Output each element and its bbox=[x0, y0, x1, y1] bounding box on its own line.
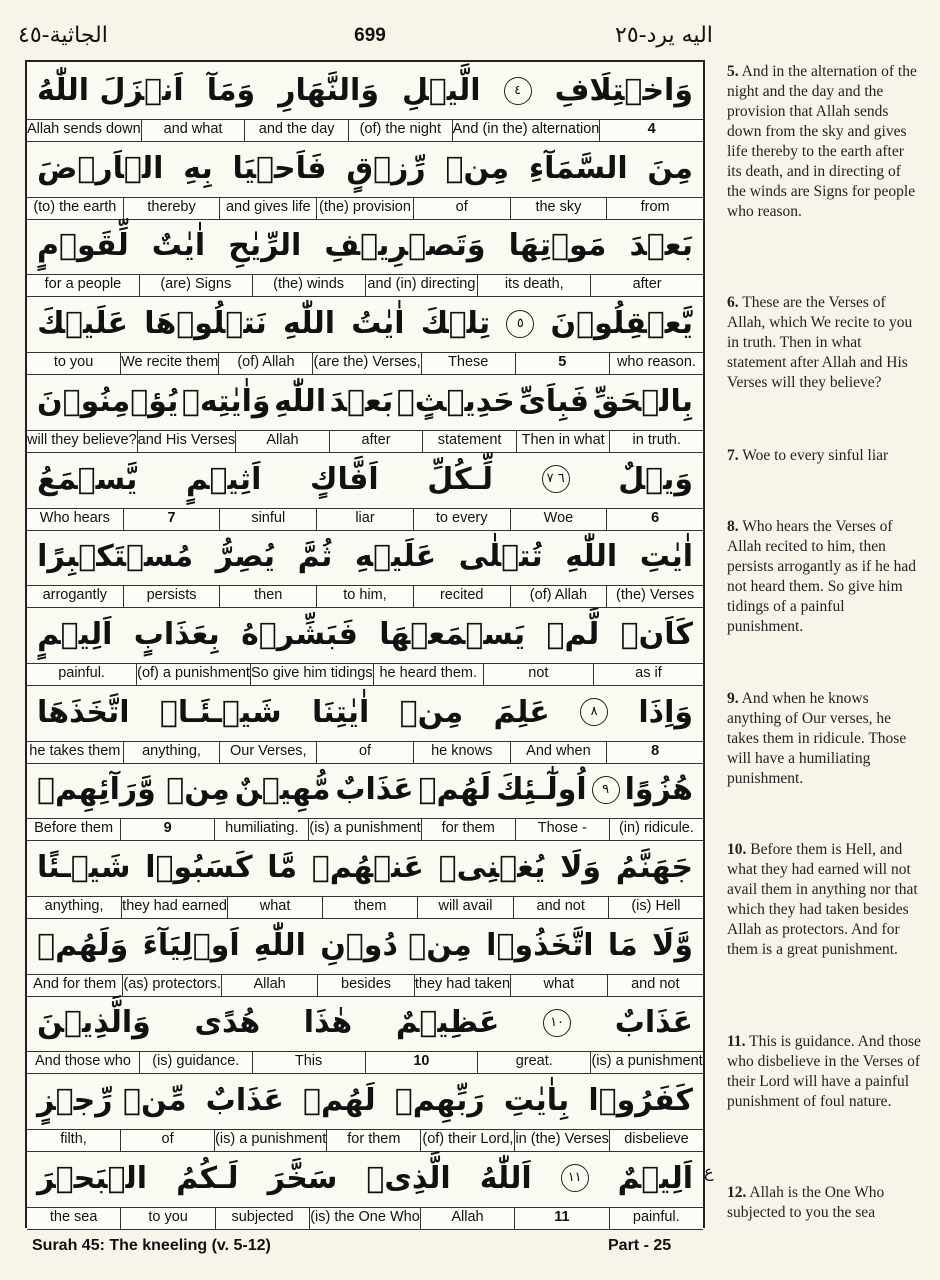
gloss-cell: and the day bbox=[244, 120, 348, 141]
arabic-word: رَبِّهِمۡ bbox=[394, 1083, 485, 1119]
arabic-word: وَلَا bbox=[560, 850, 602, 885]
arabic-word: وَالنَّهَارِ bbox=[278, 73, 379, 108]
arabic-word: ثُمَّ bbox=[297, 539, 333, 575]
gloss-cell: thereby bbox=[123, 198, 220, 219]
arabic-word: فَاَحۡيَا bbox=[232, 150, 327, 186]
verse-end-marker: ١٠ bbox=[543, 1009, 571, 1037]
arabic-word: الرِّيٰحِ bbox=[228, 228, 302, 264]
gloss-cell: arrogantly bbox=[27, 586, 123, 607]
arabic-word: مِنۡ دُوۡنِ bbox=[320, 927, 472, 963]
arabic-line bbox=[27, 606, 703, 663]
arabic-word: تُتۡلٰى bbox=[458, 539, 543, 575]
verse-row bbox=[27, 994, 703, 1072]
translation-text: Who hears the Verses of Allah recited to him, then persists arrogantly as if he had not heard them. So give him tidings of a painful punishment. bbox=[727, 518, 916, 635]
gloss-cell: And (in the) alternation bbox=[452, 120, 600, 141]
gloss-cell: great. bbox=[477, 1052, 590, 1073]
gloss-cell: of bbox=[413, 198, 510, 219]
verse-row bbox=[27, 295, 703, 373]
arabic-word: السَّمَآءِ bbox=[528, 150, 628, 186]
gloss-cell: Those - bbox=[515, 819, 609, 840]
arabic-word: لِّقَوۡمٍ bbox=[37, 228, 129, 264]
arabic-word: يَسۡمَعۡهَا bbox=[379, 616, 526, 652]
gloss-cell: anything, bbox=[123, 742, 220, 763]
gloss-cell: and not bbox=[513, 897, 608, 918]
arabic-word: بَعۡدَ bbox=[629, 228, 693, 264]
gloss-cell: (of) a punishment bbox=[136, 664, 250, 685]
arabic-word: اٰيٰتٌ bbox=[151, 228, 206, 264]
arabic-word: اللّٰهِ bbox=[283, 306, 336, 342]
arabic-line bbox=[27, 839, 703, 896]
arabic-word: وَاخۡتِلَافِ bbox=[554, 73, 693, 108]
arabic-word: اٰيٰتِنَا bbox=[311, 694, 370, 730]
arabic-word: هٰذَا bbox=[303, 1005, 353, 1041]
english-gloss-line bbox=[27, 974, 703, 997]
arabic-line bbox=[27, 451, 703, 508]
gloss-cell: in (the) Verses bbox=[514, 1130, 609, 1151]
verse-end-marker: ١١ bbox=[561, 1164, 589, 1192]
translation-text: Woe to every sinful liar bbox=[742, 447, 889, 464]
gloss-cell: (is) a punishment bbox=[308, 819, 420, 840]
translation-paragraph bbox=[727, 1183, 922, 1223]
translation-text: And in the alternation of the night and the day and the provision that Allah sends down from the sky and gives life thereby to the earth after its death, and in directing of the winds are Signs for people who reason. bbox=[727, 63, 917, 220]
english-gloss-line bbox=[27, 197, 703, 220]
verse-row bbox=[27, 528, 703, 606]
gloss-cell: Who hears bbox=[27, 509, 123, 530]
gloss-cell: for them bbox=[326, 1130, 420, 1151]
gloss-cell: to every bbox=[413, 509, 510, 530]
translation-paragraph bbox=[727, 62, 922, 222]
english-gloss-line bbox=[27, 741, 703, 764]
gloss-cell: to him, bbox=[316, 586, 413, 607]
gloss-cell: (the) Verses bbox=[606, 586, 703, 607]
gloss-cell: as if bbox=[593, 664, 703, 685]
translation-paragraph bbox=[727, 446, 922, 466]
english-gloss-line bbox=[27, 508, 703, 531]
word-by-word-grid bbox=[25, 60, 705, 1228]
gloss-cell: will they believe? bbox=[27, 431, 137, 452]
gloss-cell: And for them bbox=[27, 975, 122, 996]
verse-number: 7. bbox=[727, 447, 739, 464]
arabic-word: مَوۡتِهَا bbox=[508, 228, 607, 264]
gloss-cell: (of) the night bbox=[348, 120, 452, 141]
arabic-word: فَبَشِّرۡهُ bbox=[241, 616, 358, 652]
gloss-cell: the sea bbox=[27, 1208, 120, 1229]
gloss-cell: (is) Hell bbox=[608, 897, 703, 918]
arabic-word: اللّٰهِ bbox=[274, 383, 327, 419]
verse-end-marker: ٦ ٧ bbox=[542, 465, 570, 493]
gloss-cell: 9 bbox=[120, 819, 214, 840]
verse-row bbox=[27, 1072, 703, 1150]
gloss-cell: Woe bbox=[510, 509, 607, 530]
arabic-word: مُّهِيۡنٌ bbox=[234, 772, 331, 808]
gloss-cell: (of) Allah bbox=[510, 586, 607, 607]
arabic-word: وَالَّذِيۡنَ bbox=[37, 1005, 151, 1041]
arabic-word: مَّا bbox=[267, 850, 298, 885]
translation-text: And when he knows anything of Our verses, he takes them in ridicule. Those will have a humiliating punishment. bbox=[727, 690, 907, 787]
verse-row bbox=[27, 839, 703, 917]
arabic-line bbox=[27, 373, 703, 430]
arabic-word: الَّذِىۡ bbox=[366, 1160, 451, 1196]
gloss-cell: 6 bbox=[606, 509, 703, 530]
gloss-cell: after bbox=[329, 431, 423, 452]
gloss-cell: This bbox=[252, 1052, 365, 1073]
arabic-word: اَفَّاكٍ bbox=[309, 461, 379, 497]
gloss-cell: (of) Allah bbox=[218, 353, 312, 374]
arabic-word: مَا bbox=[607, 927, 638, 963]
verse-row bbox=[27, 373, 703, 451]
arabic-word: اللّٰهِ bbox=[253, 927, 306, 963]
arabic-word: كَسَبُوۡا bbox=[145, 850, 253, 885]
gloss-cell: he heard them. bbox=[373, 664, 483, 685]
arabic-word: تِلۡكَ bbox=[420, 306, 491, 342]
gloss-cell: in truth. bbox=[609, 431, 703, 452]
gloss-cell: Allah bbox=[420, 1208, 514, 1229]
arabic-word: يُغۡنِىۡ bbox=[438, 850, 546, 885]
arabic-word: بَعۡدَ bbox=[329, 383, 394, 419]
gloss-cell: subjected bbox=[215, 1208, 309, 1229]
gloss-cell: (are) Signs bbox=[139, 275, 252, 296]
gloss-cell: Allah sends down bbox=[27, 120, 141, 141]
arabic-word: عَذَابٌ bbox=[335, 772, 414, 808]
arabic-word: اٰيٰتُ bbox=[351, 306, 405, 342]
gloss-cell: (is) a punishment bbox=[590, 1052, 703, 1073]
verse-number: 10. bbox=[727, 841, 747, 858]
arabic-word: عَلَيۡكَ bbox=[37, 306, 128, 342]
ruku-mark: ع bbox=[704, 1162, 714, 1181]
arabic-word: الۡبَحۡرَ bbox=[37, 1160, 148, 1196]
arabic-word: هُدًى bbox=[194, 1005, 261, 1041]
arabic-word: وَّلَا bbox=[652, 927, 693, 963]
english-gloss-line bbox=[27, 1129, 703, 1152]
gloss-cell: and not bbox=[607, 975, 703, 996]
arabic-word: مِنَ bbox=[647, 150, 693, 186]
arabic-word: اُولٰٓـئِكَ bbox=[496, 772, 587, 808]
verse-end-marker: ٤ bbox=[504, 77, 532, 105]
verse-row bbox=[27, 761, 703, 839]
page-number: 699 bbox=[354, 25, 386, 46]
english-gloss-line bbox=[27, 896, 703, 919]
footer-surah-title: Surah 45: The kneeling (v. 5-12) bbox=[32, 1237, 271, 1254]
verse-row bbox=[27, 606, 703, 684]
gloss-cell: (as) protectors. bbox=[122, 975, 221, 996]
english-gloss-line bbox=[27, 274, 703, 297]
gloss-cell: and what bbox=[141, 120, 245, 141]
gloss-cell: Before them bbox=[27, 819, 120, 840]
gloss-cell: for a people bbox=[27, 275, 139, 296]
arabic-line bbox=[27, 761, 703, 818]
arabic-word: وَتَصۡرِيۡفِ bbox=[324, 228, 486, 264]
gloss-cell: 11 bbox=[514, 1208, 608, 1229]
arabic-line bbox=[27, 140, 703, 197]
arabic-line bbox=[27, 62, 703, 119]
verse-number: 11. bbox=[727, 1033, 746, 1050]
translation-text: Before them is Hell, and what they had earned will not avail them in anything nor that which they had taken besides Allah as protectors. And for them is a great punishment. bbox=[727, 841, 918, 958]
gloss-cell: from bbox=[606, 198, 703, 219]
gloss-cell: These bbox=[421, 353, 515, 374]
gloss-cell: they had earned bbox=[121, 897, 227, 918]
gloss-cell: And when bbox=[510, 742, 607, 763]
gloss-cell: filth, bbox=[27, 1130, 120, 1151]
arabic-word: عَظِيۡمٌ bbox=[395, 1005, 500, 1041]
arabic-word: مِنۡ bbox=[399, 694, 464, 730]
verse-number: 12. bbox=[727, 1184, 747, 1201]
verse-row bbox=[27, 917, 703, 995]
arabic-word: اتَّخَذَهَا bbox=[37, 694, 130, 730]
arabic-line bbox=[27, 994, 703, 1051]
gloss-cell: humiliating. bbox=[214, 819, 308, 840]
gloss-cell: who reason. bbox=[609, 353, 703, 374]
arabic-word: وَاٰيٰتِهٖ bbox=[181, 383, 271, 419]
translation-paragraph bbox=[727, 840, 922, 960]
english-gloss-line bbox=[27, 1207, 703, 1230]
gloss-cell: besides bbox=[317, 975, 413, 996]
gloss-cell: to you bbox=[120, 1208, 214, 1229]
verse-row bbox=[27, 1150, 703, 1228]
gloss-cell: And those who bbox=[27, 1052, 139, 1073]
arabic-word: بِعَذَابٍ bbox=[133, 616, 220, 652]
arabic-word: وَلَهُمۡ bbox=[37, 927, 129, 963]
english-gloss-line bbox=[27, 352, 703, 375]
arabic-word: مِّنۡ رِّجۡزٍ bbox=[37, 1083, 187, 1119]
arabic-line bbox=[27, 684, 703, 741]
gloss-cell: (is) a punishment bbox=[214, 1130, 326, 1151]
gloss-cell: (of) their Lord, bbox=[420, 1130, 514, 1151]
gloss-cell: Allah bbox=[235, 431, 329, 452]
verse-end-marker: ٨ bbox=[580, 698, 608, 726]
gloss-cell: the sky bbox=[510, 198, 607, 219]
english-gloss-line bbox=[27, 585, 703, 608]
gloss-cell: recited bbox=[413, 586, 510, 607]
arabic-word: شَيۡـئًا bbox=[37, 850, 131, 885]
gloss-cell: 10 bbox=[365, 1052, 478, 1073]
translation-text: These are the Verses of Allah, which We recite to you in truth. Then in what statement after Allah and His Verses will they believe? bbox=[727, 294, 913, 391]
translation-text: Allah is the One Who subjected to you the sea bbox=[727, 1184, 885, 1221]
arabic-word: اٰيٰتِ bbox=[639, 539, 693, 575]
arabic-word: الۡاَرۡضَ bbox=[37, 150, 164, 186]
arabic-word: اَثِيۡمٍ bbox=[186, 461, 262, 497]
arabic-word: كَفَرُوۡا bbox=[588, 1083, 693, 1119]
verse-number: 5. bbox=[727, 63, 739, 80]
arabic-word: مُسۡتَكۡبِرًا bbox=[37, 539, 194, 575]
gloss-cell: painful. bbox=[27, 664, 136, 685]
translation-text: This is guidance. And those who disbelieve in the Verses of their Lord will have a painful punishment of foul nature. bbox=[727, 1033, 921, 1110]
arabic-word: لِّـكُلِّ bbox=[427, 461, 494, 497]
arabic-word: لَهُمۡ bbox=[303, 1083, 376, 1119]
arabic-line bbox=[27, 1072, 703, 1129]
gloss-cell: 7 bbox=[123, 509, 220, 530]
gloss-cell: for them bbox=[421, 819, 515, 840]
arabic-word: وَاِذَا bbox=[638, 694, 693, 730]
arabic-word: هُزُوًا bbox=[624, 772, 693, 808]
translation-paragraph bbox=[727, 1032, 922, 1112]
gloss-cell: (to) the earth bbox=[27, 198, 123, 219]
gloss-cell: he knows bbox=[413, 742, 510, 763]
arabic-line bbox=[27, 295, 703, 352]
gloss-cell: what bbox=[227, 897, 322, 918]
arabic-word: جَهَنَّمُ bbox=[615, 850, 693, 885]
gloss-cell: disbelieve bbox=[609, 1130, 703, 1151]
verse-row bbox=[27, 451, 703, 529]
arabic-line bbox=[27, 217, 703, 274]
english-gloss-line bbox=[27, 119, 703, 142]
arabic-word: اللّٰهِ bbox=[565, 539, 618, 575]
arabic-word: اتَّخَذُوۡا bbox=[486, 927, 594, 963]
gloss-cell: 8 bbox=[606, 742, 703, 763]
arabic-word: فَبِاَىِّ bbox=[518, 383, 589, 419]
arabic-word: اَلِيۡمٍ bbox=[37, 616, 113, 652]
arabic-word: يَّسۡمَعُ bbox=[37, 461, 138, 497]
arabic-word: لَّمۡ bbox=[546, 616, 600, 652]
gloss-cell: then bbox=[219, 586, 316, 607]
gloss-cell: sinful bbox=[219, 509, 316, 530]
translation-paragraph bbox=[727, 517, 922, 637]
arabic-word: سَخَّرَ bbox=[267, 1160, 338, 1196]
arabic-word: اَللّٰهُ bbox=[479, 1160, 532, 1196]
gloss-cell: (the) provision bbox=[316, 198, 413, 219]
arabic-word: اَلِيۡمٌ bbox=[617, 1160, 693, 1196]
gloss-cell: 4 bbox=[599, 120, 703, 141]
header-surah-name: الجاثية-٤٥ bbox=[18, 23, 108, 48]
arabic-word: عَلِمَ bbox=[493, 694, 550, 730]
gloss-cell: of bbox=[316, 742, 413, 763]
gloss-cell: persists bbox=[123, 586, 220, 607]
gloss-cell: he takes them bbox=[27, 742, 123, 763]
verse-row bbox=[27, 140, 703, 218]
gloss-cell: Our Verses, bbox=[219, 742, 316, 763]
gloss-cell: (the) winds bbox=[252, 275, 365, 296]
english-gloss-line bbox=[27, 663, 703, 686]
translation-paragraph bbox=[727, 689, 922, 789]
arabic-word: كَاَنۡ bbox=[620, 616, 693, 652]
arabic-word: وَمَآ bbox=[206, 73, 256, 108]
footer-part: Part - 25 bbox=[608, 1237, 672, 1254]
verse-end-marker: ٩ bbox=[592, 776, 620, 804]
arabic-word: لَهُمۡ bbox=[418, 772, 492, 808]
gloss-cell: (is) guidance. bbox=[139, 1052, 252, 1073]
english-gloss-line bbox=[27, 430, 703, 453]
arabic-line bbox=[27, 528, 703, 585]
arabic-line bbox=[27, 917, 703, 974]
gloss-cell: to you bbox=[27, 353, 120, 374]
verse-row bbox=[27, 217, 703, 295]
arabic-word: عَذَابٌ bbox=[614, 1005, 693, 1041]
arabic-word: وَيۡلٌ bbox=[618, 461, 693, 497]
arabic-line bbox=[27, 1150, 703, 1207]
arabic-word: مِنۡ وَّرَآئِهِمۡ bbox=[37, 772, 230, 808]
gloss-cell: Allah bbox=[221, 975, 317, 996]
english-gloss-line bbox=[27, 1051, 703, 1074]
gloss-cell: its death, bbox=[477, 275, 590, 296]
verse-number: 6. bbox=[727, 294, 739, 311]
gloss-cell: We recite them bbox=[120, 353, 218, 374]
arabic-word: لَـكُمُ bbox=[176, 1160, 239, 1196]
arabic-word: بِاٰيٰتِ bbox=[503, 1083, 570, 1119]
gloss-cell: after bbox=[590, 275, 703, 296]
gloss-cell: them bbox=[322, 897, 417, 918]
gloss-cell: So give him tidings bbox=[250, 664, 373, 685]
arabic-word: عَنۡهُمۡ bbox=[311, 850, 424, 885]
gloss-cell: Then in what bbox=[516, 431, 610, 452]
gloss-cell: not bbox=[483, 664, 593, 685]
arabic-word: يَّعۡقِلُوۡنَ bbox=[550, 306, 693, 342]
gloss-cell: and gives life bbox=[219, 198, 316, 219]
translation-paragraph bbox=[727, 293, 922, 393]
gloss-cell: statement bbox=[422, 431, 516, 452]
gloss-cell: and His Verses bbox=[137, 431, 236, 452]
english-gloss-line bbox=[27, 818, 703, 841]
arabic-word: عَذَابٌ bbox=[205, 1083, 284, 1119]
arabic-word: يُصِرُّ bbox=[215, 539, 276, 575]
arabic-word: شَيۡـئَـاۨ bbox=[159, 694, 282, 730]
arabic-word: رِّزۡقٍ bbox=[346, 150, 426, 186]
gloss-cell: will avail bbox=[417, 897, 512, 918]
arabic-word: يُؤۡمِنُوۡنَ bbox=[37, 383, 179, 419]
gloss-cell: what bbox=[510, 975, 606, 996]
gloss-cell: they had taken bbox=[414, 975, 510, 996]
arabic-word: نَتۡلُوۡهَا bbox=[144, 306, 267, 342]
arabic-word: حَدِيۡثٍۢ bbox=[396, 383, 515, 419]
gloss-cell: of bbox=[120, 1130, 214, 1151]
gloss-cell: painful. bbox=[609, 1208, 703, 1229]
gloss-cell: and (in) directing bbox=[365, 275, 478, 296]
gloss-cell: liar bbox=[316, 509, 413, 530]
verse-number: 9. bbox=[727, 690, 739, 707]
arabic-word: الَّيۡلِ bbox=[401, 73, 481, 108]
gloss-cell: (is) the One Who bbox=[309, 1208, 420, 1229]
verse-end-marker: ٥ bbox=[506, 310, 534, 338]
verse-row bbox=[27, 62, 703, 140]
arabic-word: مِنۡ bbox=[445, 150, 510, 186]
arabic-word: بِهِ bbox=[183, 150, 213, 186]
verse-row bbox=[27, 684, 703, 762]
arabic-word: اَنۡزَلَ اللّٰهُ bbox=[37, 73, 184, 108]
gloss-cell: (are the) Verses, bbox=[312, 353, 420, 374]
gloss-cell: 5 bbox=[515, 353, 609, 374]
gloss-cell: anything, bbox=[27, 897, 121, 918]
gloss-cell: (in) ridicule. bbox=[609, 819, 703, 840]
verse-number: 8. bbox=[727, 518, 739, 535]
arabic-word: عَلَيۡهِ bbox=[354, 539, 437, 575]
arabic-word: بِالۡحَقِّ bbox=[592, 383, 693, 419]
header-part-name: اليه يرد-٢٥ bbox=[615, 23, 713, 48]
arabic-word: اَوۡلِيَآءَ bbox=[142, 927, 240, 963]
